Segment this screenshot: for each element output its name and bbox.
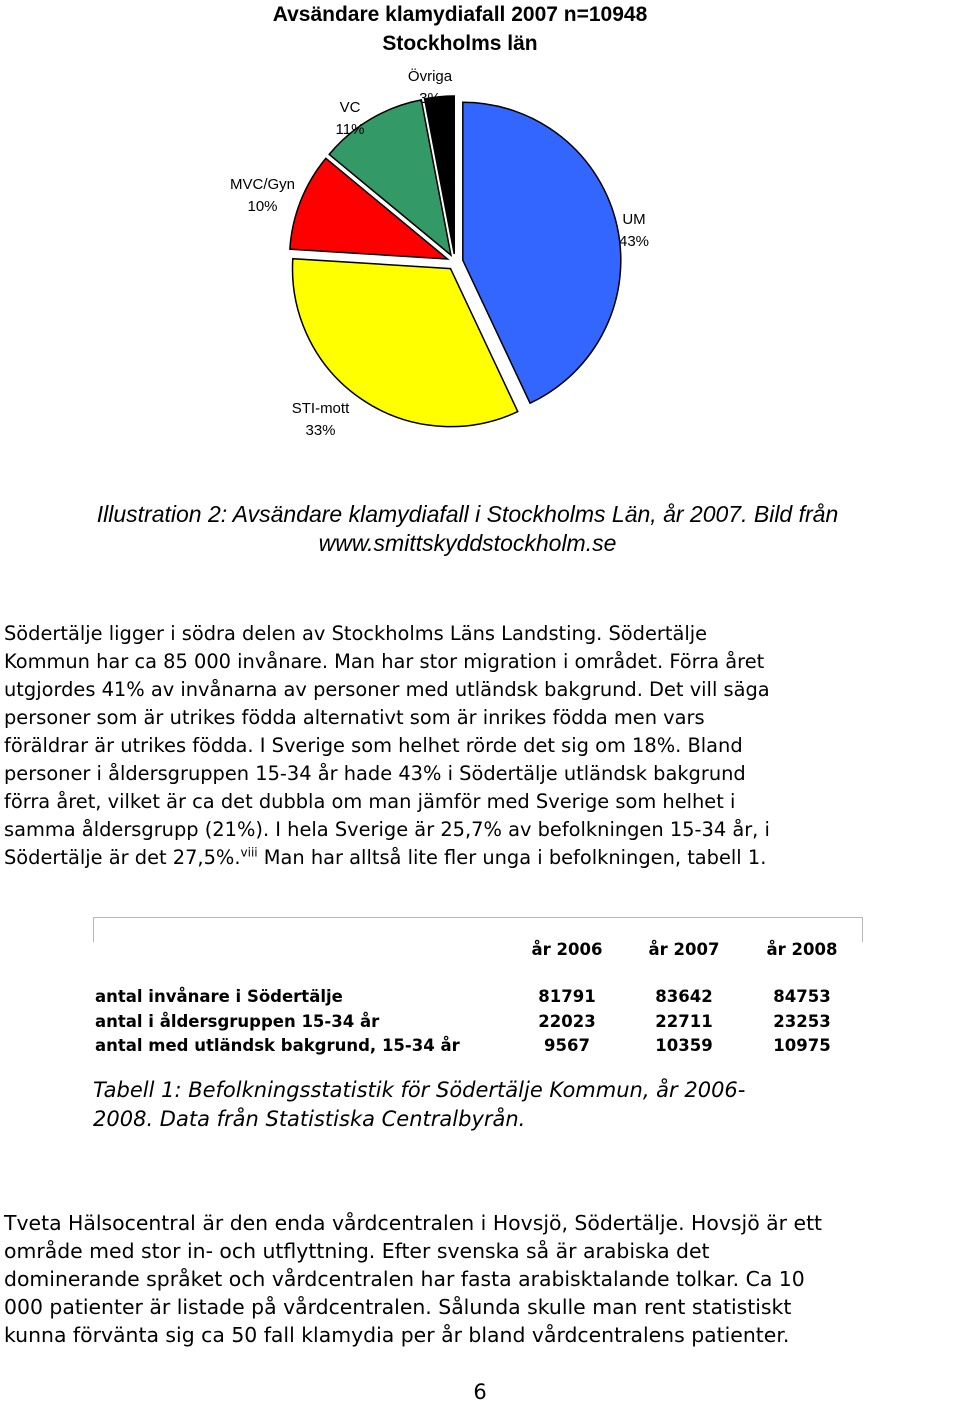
table-cell: 10359	[655, 1036, 713, 1055]
table-header: år 2007	[648, 940, 720, 959]
paragraph-line: Kommun har ca 85 000 invånare. Man har stor migration i området. Förra året	[4, 650, 765, 673]
table-cell: 83642	[655, 987, 713, 1006]
table-caption-line1: Tabell 1: Befolkningsstatistik för Södertälje Kommun, år 2006-	[93, 1078, 746, 1102]
table-cell: 10975	[773, 1036, 831, 1055]
slice-value-um: 43%	[618, 233, 650, 250]
slice-label-mvc-gyn	[215, 174, 310, 218]
table-row	[0, 1012, 960, 1038]
table-header: år 2008	[766, 940, 838, 959]
slice-name-vc: VC	[339, 99, 361, 116]
slice-name-sti-mott: STI-mott	[291, 400, 350, 417]
row-label: antal i åldersgruppen 15-34 år	[95, 1012, 380, 1031]
row-label: antal med utländsk bakgrund, 15-34 år	[95, 1036, 460, 1055]
table-row	[0, 1036, 960, 1062]
paragraph-line: utgjordes 41% av invånarna av personer med utländsk bakgrund. Det vill säga	[4, 678, 770, 701]
paragraph-sodertalje	[4, 620, 960, 872]
paragraph-line: förra året, vilket är ca det dubbla om man jämför med Sverige som helhet i	[4, 790, 736, 813]
paragraph-line: föräldrar är utrikes födda. I Sverige som helhet rörde det sig om 18%. Bland	[4, 734, 743, 757]
table-cell: 22023	[538, 1012, 596, 1031]
line-end: Man har alltså lite fler unga i befolkningen, tabell 1.	[257, 846, 767, 869]
table-cell: 22711	[655, 1012, 713, 1031]
table-cell: 23253	[773, 1012, 831, 1031]
slice-value-vc: 11%	[335, 121, 365, 138]
slice-label-um	[604, 209, 664, 253]
table-cell: 9567	[544, 1036, 590, 1055]
table-caption-line2: 2008. Data från Statistiska Centralbyrån.	[93, 1107, 526, 1131]
paragraph-line	[4, 844, 960, 872]
table-cell: 84753	[773, 987, 831, 1006]
line-start: Södertälje är det 27,5%.	[4, 846, 241, 869]
slice-value-mvc-gyn: 10%	[247, 198, 278, 215]
paragraph-line: Södertälje ligger i södra delen av Stockholms Läns Landsting. Södertälje	[4, 622, 708, 645]
page-number: 6	[473, 1380, 487, 1404]
row-label: antal invånare i Södertälje	[95, 987, 343, 1006]
paragraph-line: kunna förvänta sig ca 50 fall klamydia per år bland vårdcentralens patienter.	[4, 1323, 790, 1347]
paragraph-line: personer i åldersgruppen 15-34 år hade 43% i Södertälje utländsk bakgrund	[4, 762, 746, 785]
slice-label-ovriga	[395, 66, 465, 110]
table-header: år 2006	[531, 940, 603, 959]
paragraph-line: samma åldersgrupp (21%). I hela Sverige är 25,7% av befolkningen 15-34 år, i	[4, 818, 770, 841]
paragraph-line: område med stor in- och utflyttning. Efter svenska så är arabiska det	[4, 1239, 710, 1263]
chart-title: Avsändare klamydiafall 2007 n=10948	[272, 3, 648, 26]
illustration-caption-line2: www.smittskyddstockholm.se	[318, 530, 617, 556]
table-frame	[93, 917, 863, 942]
footnote-ref[interactable]: viii	[240, 845, 258, 860]
slice-label-sti-mott	[273, 398, 368, 442]
illustration-caption-line1: Illustration 2: Avsändare klamydiafall i Stockholms Län, år 2007. Bild från	[96, 501, 839, 527]
table-cell: 81791	[538, 987, 596, 1006]
slice-name-ovriga: Övriga	[407, 68, 453, 85]
slice-name-mvc-gyn: MVC/Gyn	[229, 176, 295, 193]
slice-label-vc	[320, 97, 380, 141]
paragraph-line: dominerande språket och vårdcentralen har fasta arabisktalande tolkar. Ca 10	[4, 1267, 805, 1291]
slice-name-um: UM	[622, 211, 646, 228]
paragraph-tveta	[4, 1209, 960, 1349]
slice-value-ovriga: 3%	[419, 90, 441, 107]
paragraph-line: 000 patienter är listade på vårdcentralen. Sålunda skulle man rent statistiskt	[4, 1295, 792, 1319]
pie-chart	[0, 0, 960, 460]
paragraph-line: personer som är utrikes födda alternativt som är inrikes födda men vars	[4, 706, 705, 729]
paragraph-line: Tveta Hälsocentral är den enda vårdcentralen i Hovsjö, Södertälje. Hovsjö är ett	[4, 1211, 823, 1235]
table-row	[0, 987, 960, 1013]
slice-value-sti-mott: 33%	[305, 422, 336, 439]
chart-subtitle: Stockholms län	[382, 32, 538, 55]
